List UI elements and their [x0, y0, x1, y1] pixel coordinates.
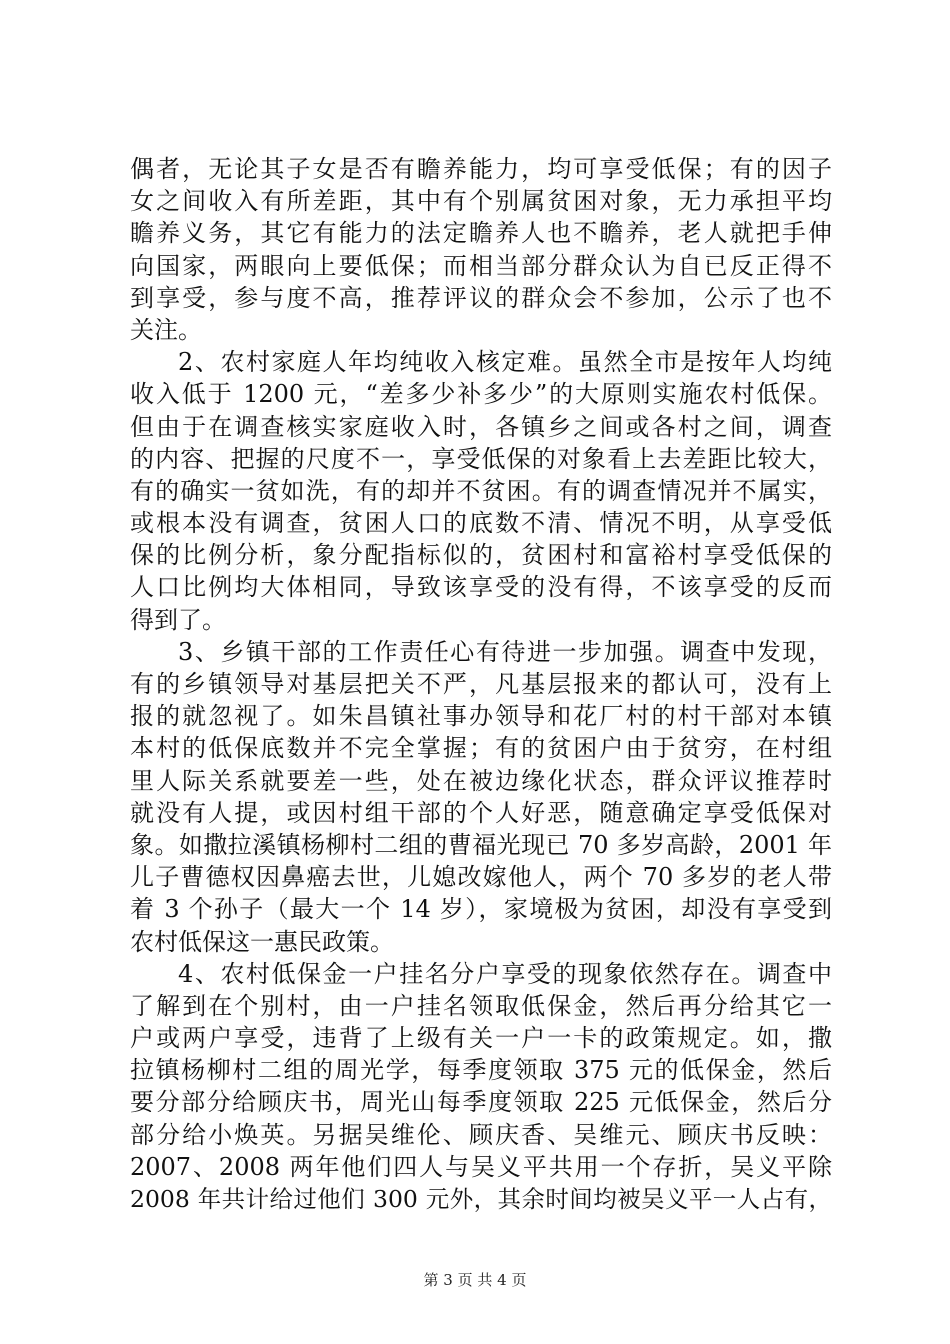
text-line: 了解到在个别村，由一户挂名领取低保金，然后再分给其它一: [130, 991, 832, 1020]
text-line: 瞻养义务，其它有能力的法定瞻养人也不瞻养，老人就把手伸: [130, 219, 832, 248]
text-line: 户或两户享受，违背了上级有关一户一卡的政策规定。如，撒: [130, 1024, 832, 1053]
text-line: 拉镇杨柳村二组的周光学，每季度领取 375 元的低保金，然后: [130, 1056, 832, 1085]
text-line: 女之间收入有所差距，其中有个别属贫困对象，无力承担平均: [130, 187, 832, 216]
text-line: 就没有人提，或因村组干部的个人好恶，随意确定享受低保对: [130, 798, 832, 827]
text-line: 部分给小焕英。另据吴维伦、顾庆香、吴维元、顾庆书反映：: [130, 1120, 832, 1149]
text-line: 着 3 个孙子（最大一个 14 岁），家境极为贫困，却没有享受到: [130, 895, 832, 924]
text-line: 2、农村家庭人年均纯收入核定难。虽然全市是按年人均纯: [178, 348, 832, 377]
text-line: 要分部分给顾庆书，周光山每季度领取 225 元低保金，然后分: [130, 1088, 832, 1117]
text-line: 偶者，无论其子女是否有瞻养能力，均可享受低保；有的因子: [130, 155, 832, 183]
text-line: 保的比例分析，象分配指标似的，贫困村和富裕村享受低保的: [130, 541, 832, 570]
text-line: 或根本没有调查，贫困人口的底数不清、情况不明，从享受低: [130, 509, 832, 538]
text-line: 2008 年共计给过他们 300 元外，其余时间均被吴义平一人占有，: [130, 1185, 832, 1213]
text-line: 儿子曹德权因鼻癌去世，儿媳改嫁他人，两个 70 多岁的老人带: [130, 863, 832, 892]
text-line: 2007、2008 两年他们四人与吴义平共用一个存折，吴义平除: [130, 1152, 832, 1181]
text-line: 象。如撒拉溪镇杨柳村二组的曹福光现已 70 多岁高龄，2001 年: [130, 830, 832, 859]
text-line: 得到了。: [130, 605, 226, 634]
text-line: 农村低保这一惠民政策。: [130, 927, 394, 956]
text-line: 报的就忽视了。如朱昌镇社事办领导和花厂村的村干部对本镇: [130, 702, 832, 731]
text-line: 关注。: [130, 315, 202, 344]
text-line: 本村的低保底数并不完全掌握；有的贫困户由于贫穷，在村组: [130, 734, 832, 763]
text-line: 的内容、把握的尺度不一，享受低保的对象看上去差距比较大，: [130, 444, 832, 473]
text-line: 到享受，参与度不高，推荐评议的群众会不参加，公示了也不: [130, 283, 832, 312]
text-line: 4、农村低保金一户挂名分户享受的现象依然存在。调查中: [178, 959, 832, 988]
text-line: 但由于在调查核实家庭收入时，各镇乡之间或各村之间，调查: [130, 412, 832, 441]
text-line: 向国家，两眼向上要低保；而相当部分群众认为自已反正得不: [130, 251, 832, 280]
text-line: 3、乡镇干部的工作责任心有待进一步加强。调查中发现，: [178, 637, 832, 666]
text-line: 有的乡镇领导对基层把关不严，凡基层报来的都认可，没有上: [130, 670, 832, 698]
text-line: 收入低于 1200 元，“差多少补多少”的大原则实施农村低保。: [130, 380, 832, 409]
text-line: 有的确实一贫如洗，有的却并不贫困。有的调查情况并不属实，: [130, 476, 832, 505]
body-text: [130, 153, 832, 1215]
text-line: 人口比例均大体相同，导致该享受的没有得，不该享受的反而: [130, 573, 832, 602]
text-line: 里人际关系就要差一些，处在被边缘化状态，群众评议推荐时: [130, 766, 832, 795]
page-footer: 第 3 页 共 4 页: [423, 1271, 527, 1289]
